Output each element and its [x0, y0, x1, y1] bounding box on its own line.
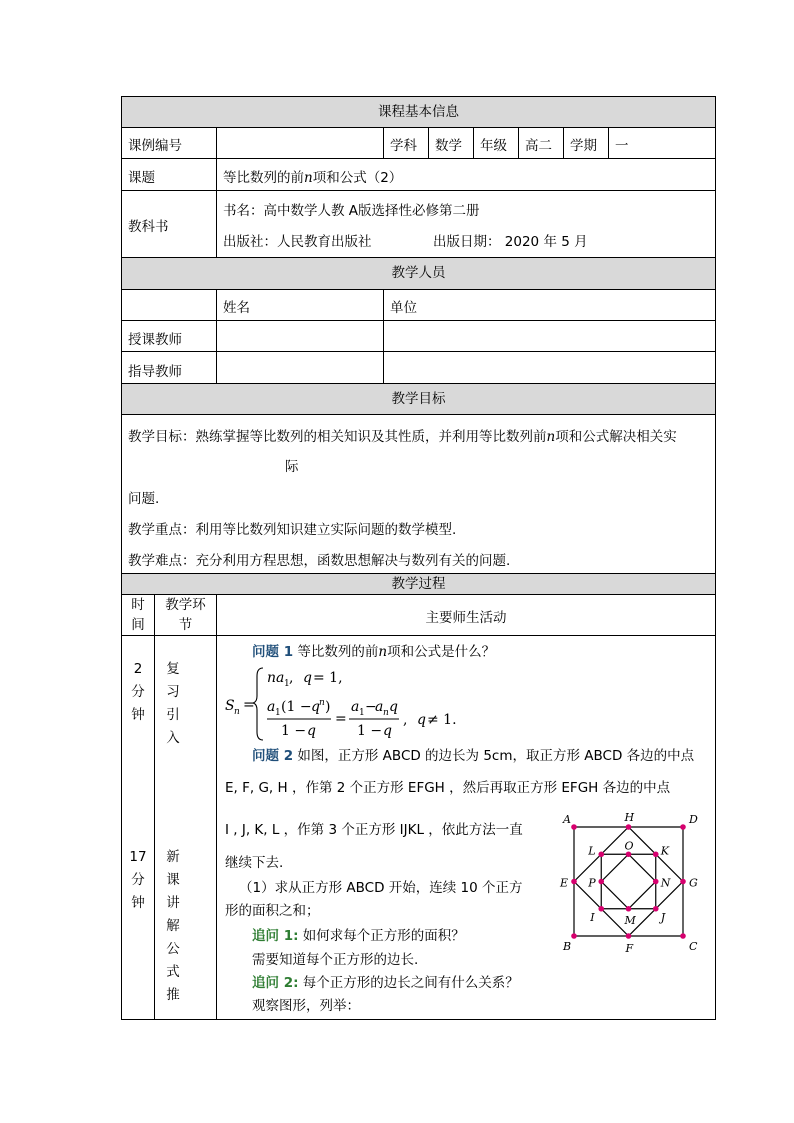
point-i: [598, 906, 604, 912]
cell-col-name: [216, 289, 384, 321]
follow-up-1-answer: 需要知道每个正方形的边长.: [252, 952, 419, 968]
publish-date: 出版日期： 2020 年 5 月: [433, 234, 588, 250]
point-n: [653, 879, 659, 885]
label-c: C: [689, 940, 698, 953]
col-stage-text: 教学环 节: [165, 597, 206, 633]
point-h: [626, 824, 632, 830]
sum-formula: [223, 664, 473, 742]
label-text: 教科书: [128, 219, 169, 235]
point-k: [653, 851, 659, 857]
point-a: [571, 824, 577, 830]
cell-textbook-value: [216, 190, 716, 258]
label-k: K: [660, 844, 669, 858]
label-e: E: [560, 876, 569, 890]
section-header-process: [121, 573, 716, 595]
time-1: 2 分 钟: [131, 661, 145, 723]
point-g: [680, 879, 686, 885]
svg-text:−: −: [365, 699, 377, 715]
label-text: 单位: [390, 300, 417, 316]
svg-text:q: q: [303, 670, 312, 686]
label-p: P: [588, 876, 596, 890]
svg-text:1: 1: [359, 708, 365, 718]
question-2-line4: 继续下去.: [225, 855, 284, 871]
point-b: [571, 933, 577, 939]
svg-text:): ): [325, 699, 331, 715]
stage-2: 新 课 讲 解 公 式 推: [166, 849, 180, 1003]
svg-text:S: S: [225, 698, 235, 714]
cell-topic-value: [216, 158, 716, 191]
publisher: 出版社：人民教育出版社: [223, 234, 372, 250]
sub-question-1-cont: 形的面积之和；: [225, 903, 320, 919]
section-header-staff: [121, 257, 716, 290]
label-b: B: [563, 940, 572, 953]
svg-text:,: ,: [403, 712, 408, 728]
value-text: 一: [615, 138, 629, 154]
cell-grade-label: [473, 127, 519, 159]
svg-text:q: q: [417, 712, 426, 728]
svg-text:,: ,: [289, 670, 294, 686]
point-p: [598, 879, 604, 885]
goal-text-end: 问题.: [128, 491, 160, 507]
square-mnop: [601, 854, 656, 909]
point-l: [598, 851, 604, 857]
cell-subject-label: [383, 127, 429, 159]
label-m: M: [624, 913, 636, 927]
follow-up-1: 追问 1: 如何求每个正方形的面积？: [252, 928, 465, 944]
label-g: G: [689, 876, 698, 890]
svg-text:n: n: [234, 707, 240, 717]
svg-text:= 1,: = 1,: [313, 670, 343, 686]
header-text: 教学过程: [391, 576, 446, 592]
svg-text:q: q: [311, 699, 320, 715]
point-c: [680, 933, 686, 939]
cell-guide-name: [216, 351, 384, 384]
question-2: 问题 2 如图，正方形 ABCD 的边长为 5cm，取正方形 ABCD 各边的中点: [252, 748, 695, 764]
cell-stage-column: [154, 635, 217, 1020]
svg-text:a: a: [267, 699, 276, 715]
cell-grade-value: [518, 127, 564, 159]
book-title: 书名：高中数学人教 A版选择性必修第二册: [223, 203, 480, 219]
cell-col-main: [216, 594, 716, 636]
cell-teacher-name: [216, 320, 384, 352]
cell-label-textbook: [121, 190, 217, 258]
goal-text: 教学目标：熟练掌握等比数列的相关知识及其性质，并利用等比数列前n项和公式解决相关实: [128, 429, 677, 445]
label-a: A: [563, 813, 571, 826]
svg-text:=: =: [243, 697, 255, 713]
svg-text:n: n: [319, 698, 325, 708]
svg-text:a: a: [351, 699, 360, 715]
goal-text-wrap: 际: [285, 459, 299, 475]
cell-empty: [121, 289, 217, 321]
cell-time-column: [121, 635, 155, 1020]
cell-label-topic: [121, 158, 217, 191]
label-h: H: [624, 811, 635, 824]
cell-label-guide: [121, 351, 217, 384]
point-o: [626, 851, 632, 857]
header-text: 教学目标: [391, 391, 446, 407]
label-d: D: [689, 813, 698, 826]
question-2-line2: E, F, G, H ，作第 2 个正方形 EFGH ，然后再取正方形 EFGH 各边的中点: [225, 780, 671, 796]
cell-guide-unit: [383, 351, 716, 384]
cell-col-unit: [383, 289, 716, 321]
time-2: 17 分 钟: [129, 849, 147, 911]
cell-term-label: [563, 127, 609, 159]
value-text: 高二: [525, 138, 552, 154]
sub-question-1: （1）求从正方形 ABCD 开始，连续 10 个正方: [239, 880, 523, 896]
label-text: 姓名: [223, 300, 250, 316]
key-point: 教学重点：利用等比数列知识建立实际问题的数学模型.: [128, 522, 457, 538]
point-e: [571, 879, 577, 885]
value-text: 数学: [435, 138, 462, 154]
label-o: O: [624, 839, 634, 853]
section-header-goals: [121, 383, 716, 415]
label-j: J: [660, 910, 666, 924]
svg-text:1 −: 1 −: [357, 723, 383, 739]
svg-text:q: q: [383, 723, 392, 739]
label-l: L: [588, 844, 596, 858]
question-1: 问题 1 等比数列的前n项和公式是什么？: [252, 644, 496, 660]
cell-label-course-id: [121, 127, 217, 159]
cell-goals: [121, 414, 716, 574]
label-text: 授课教师: [128, 332, 182, 348]
label-text: 课例编号: [128, 138, 182, 154]
svg-text:na: na: [267, 670, 285, 686]
cell-subject-value: [428, 127, 474, 159]
cell-term-value: [608, 127, 716, 159]
follow-up-2: 追问 2: 每个正方形的边长之间有什么关系？: [252, 975, 519, 991]
svg-text:1 −: 1 −: [281, 723, 307, 739]
label-text: 指导教师: [128, 364, 182, 380]
point-m: [626, 906, 632, 912]
label-i: I: [590, 910, 595, 924]
observe-text: 观察图形，列举：: [252, 998, 360, 1014]
label-text: 年级: [480, 138, 507, 154]
nested-squares-diagram: [555, 810, 705, 960]
label-n: N: [660, 876, 671, 890]
label-text: 课题: [128, 170, 155, 186]
label-f: F: [625, 942, 634, 955]
stage-1: 复 习 引 入: [166, 661, 180, 746]
cell-label-teacher: [121, 320, 217, 352]
svg-text:a: a: [375, 699, 384, 715]
question-2-line3: I , J, K, L ，作第 3 个正方形 IJKL ，依此方法一直: [225, 822, 523, 838]
header-text: 教学人员: [391, 265, 446, 281]
header-text: 课程基本信息: [378, 104, 459, 120]
cell-course-id-value: [216, 127, 384, 159]
svg-text:n: n: [383, 708, 389, 718]
svg-text:(1 −: (1 −: [281, 699, 312, 715]
point-f: [626, 933, 632, 939]
svg-text:≠ 1.: ≠ 1.: [427, 712, 457, 728]
point-d: [680, 824, 686, 830]
svg-text:q: q: [389, 699, 398, 715]
label-text: 学科: [390, 138, 417, 154]
square-ijkl: [601, 854, 656, 909]
label-text: 主要师生活动: [425, 610, 507, 626]
svg-text:q: q: [307, 723, 316, 739]
section-header-basic-info: [121, 96, 716, 128]
svg-text:=: =: [335, 711, 347, 727]
cell-col-time: [121, 594, 155, 636]
cell-teacher-unit: [383, 320, 716, 352]
label-text: 学期: [570, 138, 597, 154]
point-j: [653, 906, 659, 912]
svg-text:1: 1: [284, 679, 290, 689]
topic-text: 等比数列的前n项和公式（2）: [223, 170, 403, 186]
difficulty-point: 教学难点：充分利用方程思想，函数思想解决与数列有关的问题.: [128, 553, 511, 569]
col-time-text: 时 间: [131, 597, 145, 633]
cell-col-stage: [154, 594, 217, 636]
svg-text:1: 1: [275, 708, 281, 718]
